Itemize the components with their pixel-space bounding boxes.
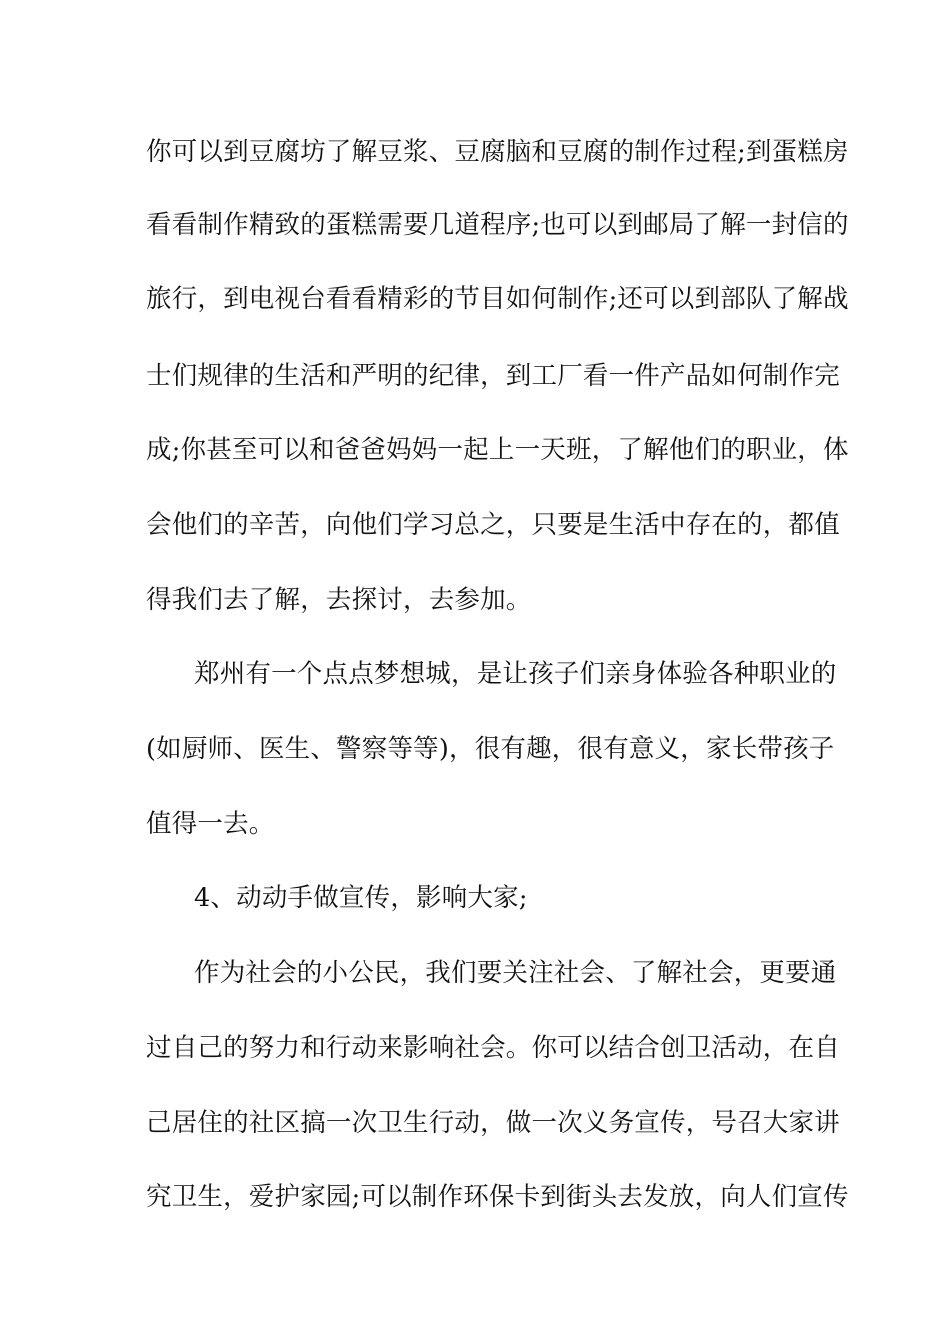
paragraph-line: 己居住的社区搞一次卫生行动，做一次义务宣传，号召大家讲 [146,1108,840,1138]
paragraph-line: 成;你甚至可以和爸爸妈妈一起上一天班，了解他们的职业，体 [146,435,849,465]
paragraph-line: 过自己的努力和行动来影响社会。你可以结合创卫活动，在自 [146,1033,840,1063]
paragraph-line: 郑州有一个点点梦想城，是让孩子们亲身体验各种职业的 [194,659,837,689]
paragraph-line: 值得一去。 [146,809,275,839]
paragraph-line: 看看制作精致的蛋糕需要几道程序;也可以到邮局了解一封信的 [146,210,849,240]
paragraph-line: 究卫生，爱护家园;可以制作环保卡到街头去发放，向人们宣传 [146,1182,849,1212]
paragraph-line: 你可以到豆腐坊了解豆浆、豆腐脑和豆腐的制作过程;到蛋糕房 [146,137,849,167]
paragraph-line: 士们规律的生活和严明的纪律，到工厂看一件产品如何制作完 [146,361,840,391]
paragraph-line: 得我们去了解，去探讨，去参加。 [146,585,532,615]
paragraph-line: (如厨师、医生、警察等等)，很有趣，很有意义，家长带孩子 [146,734,835,764]
section-heading: 4、动动手做宣传，影响大家; [194,883,528,913]
paragraph-line: 旅行，到电视台看看精彩的节目如何制作;还可以到部队了解战 [146,284,849,314]
paragraph-line: 作为社会的小公民，我们要关注社会、了解社会，更要通 [194,958,837,988]
paragraph-line: 会他们的辛苦，向他们学习总之，只要是生活中存在的，都值 [146,510,840,540]
